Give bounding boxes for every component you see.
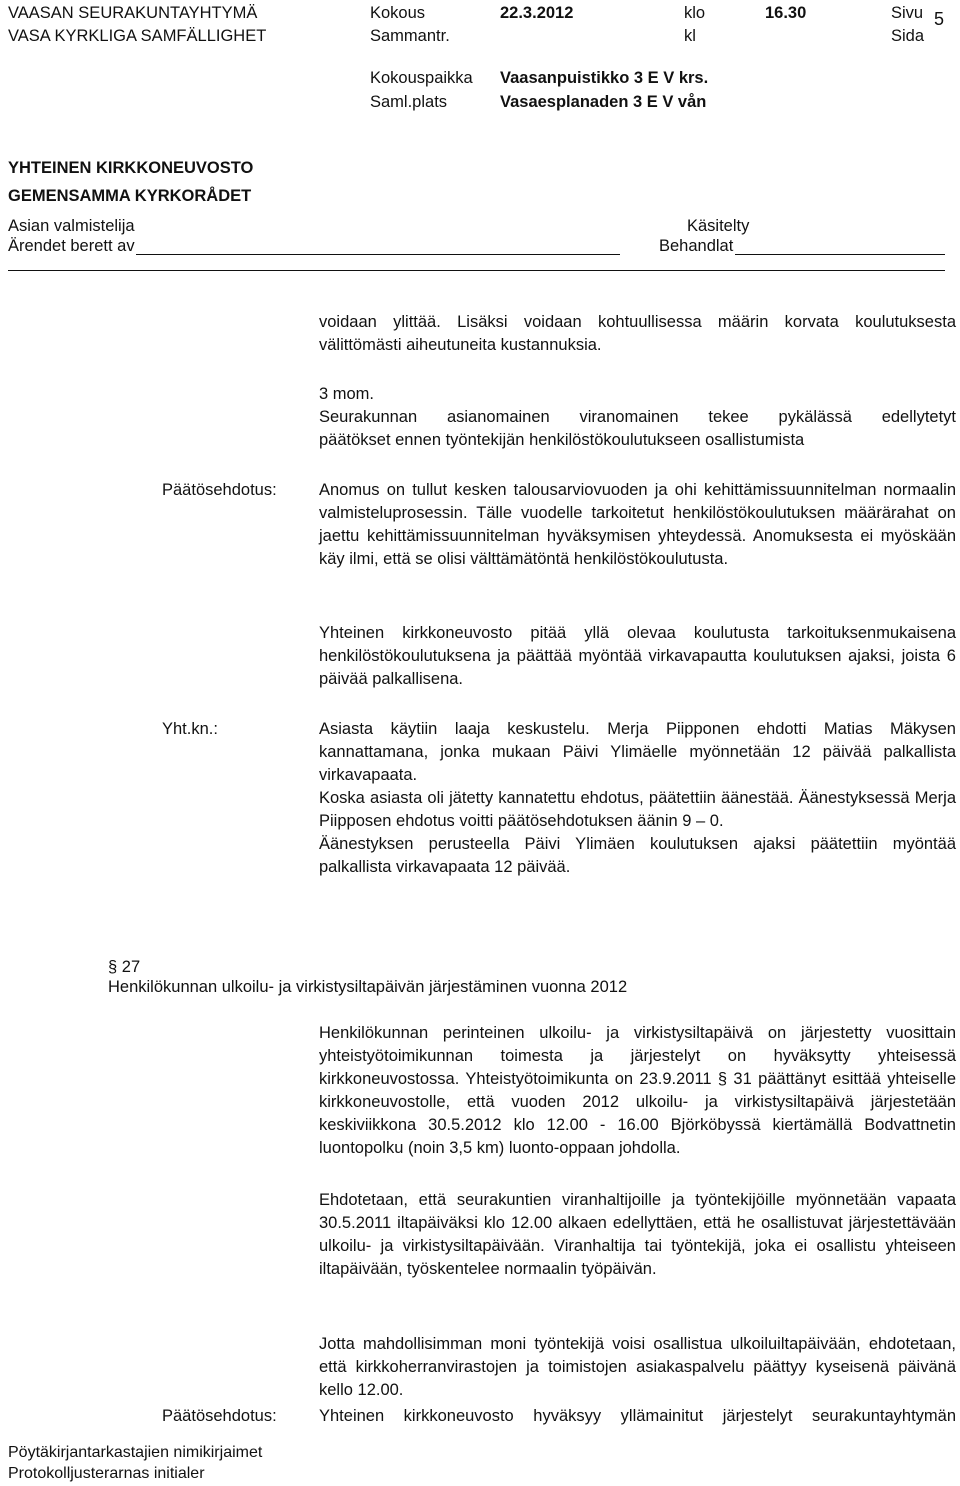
mom-line-1: Seurakunnan asianomainen viranomainen tekee pykälässä edellytetyt bbox=[319, 408, 956, 426]
preparer-underline bbox=[136, 254, 620, 255]
meeting-label-fi: Kokous bbox=[370, 4, 426, 22]
section-proposal-label: Päätösehdotus: bbox=[162, 1407, 277, 1425]
venue-label-fi: Kokouspaikka bbox=[370, 69, 473, 87]
section-proposal-block bbox=[319, 1405, 956, 1428]
section-paragraph-1-block bbox=[319, 1022, 956, 1160]
continuation-line-1: voidaan ylittää. Lisäksi voidaan kohtuullisessa määrin korvata koulutuksesta bbox=[319, 313, 956, 331]
governing-body-fi: YHTEINEN KIRKKONEUVOSTO bbox=[8, 159, 254, 177]
decision-paragraph-1: Asiasta käytiin laaja keskustelu. Merja Piipponen ehdotti Matias Mäkysen kannattamana, jonka mukaan Päivi Ylimäelle myönnetään 12 päivää palkallista virkavapaata. bbox=[319, 720, 956, 784]
org-name-fi: VAASAN SEURAKUNTAYHTYMÄ bbox=[8, 4, 258, 22]
meeting-date: 22.3.2012 bbox=[500, 4, 574, 22]
section-paragraph-1: Henkilökunnan perinteinen ulkoilu- ja virkistysiltapäivä on järjestetty vuosittain yhteistyötoimikunnan toimesta ja järjestelyt on hyväksytty yhteisessä kirkkoneuvostossa. Yhteistyötoimikunta on 23.9.2011 § 31 päättänyt esittää yhteiselle kirkkoneuvostolle, että vuoden 2012 ulkoilu- ja virkistysiltapäivä järjestetään keskiviikkona 30.5.2012 klo 12.00 - 16.00 Björköbyssä kiertämällä Bodvattnetin luontopolku (noin 3,5 km) luonto-oppaan johdolla. bbox=[319, 1024, 956, 1157]
page-label-sv: Sida bbox=[891, 27, 925, 45]
decision-paragraph-2: Koska asiasta oli jätetty kannatettu ehdotus, päätettiin äänestää. Äänestyksessä Merja Piipposen ehdotus voitti päätösehdotuksen äänin 9 – 0. bbox=[319, 789, 956, 830]
org-name-sv: VASA KYRKLIGA SAMFÄLLIGHET bbox=[8, 27, 267, 45]
handled-underline bbox=[735, 254, 945, 255]
page-number: 5 bbox=[934, 9, 945, 29]
preparer-label-fi: Asian valmistelija bbox=[8, 217, 135, 235]
section-paragraph-3: Jotta mahdollisimman moni työntekijä voisi osallistua ulkoiluiltapäivään, ehdotetaan, että kirkkoherranvirastojen ja toimistojen asiakaspalvelu päättyy kyseisenä päivänä kello 12.00. bbox=[319, 1335, 956, 1399]
venue-label-sv: Saml.plats bbox=[370, 93, 448, 111]
time-label-fi: klo bbox=[684, 4, 706, 22]
mom-label: 3 mom. bbox=[319, 385, 375, 403]
page-label-fi: Sivu bbox=[891, 4, 924, 22]
decision-text bbox=[319, 718, 956, 879]
section-paragraph-2: Ehdotetaan, että seurakuntien viranhaltijoille ja työntekijöille myönnetään vapaata 30.5.2011 iltapäiväksi klo 12.00 alkaen edellyttäen, että he osallistuvat järjestettävään ulkoilu- ja virkistysiltapäivään. Viranhaltija tai työntekijä, joka ei osallistu yhteiseen iltapäivään, työskentelee normaalin työpäivän. bbox=[319, 1191, 956, 1278]
decision-paragraph-3: Äänestyksen perusteella Päivi Ylimäen koulutuksen ajaksi päätettiin myöntää palkallista virkavapaata 12 päivää. bbox=[319, 835, 956, 876]
proposal-label: Päätösehdotus: bbox=[162, 481, 277, 499]
proposal-text-2 bbox=[319, 622, 956, 691]
footer-initials-sv: Protokolljusterarnas initialer bbox=[8, 1465, 205, 1482]
proposal-text bbox=[319, 479, 956, 571]
meeting-label-sv: Sammantr. bbox=[370, 27, 450, 45]
section-paragraph-2-block bbox=[319, 1189, 956, 1281]
section-paragraph-3-block bbox=[319, 1333, 956, 1402]
venue-sv: Vasaesplanaden 3 E V vån bbox=[500, 93, 707, 111]
preparer-label-sv: Ärendet berett av bbox=[8, 237, 135, 255]
handled-label-fi: Käsitelty bbox=[687, 217, 750, 235]
handled-label-sv: Behandlat bbox=[659, 237, 734, 255]
section-symbol: § bbox=[108, 958, 118, 976]
mom-line-2: päätökset ennen työntekijän henkilöstökoulutukseen osallistumista bbox=[319, 431, 805, 449]
proposal-paragraph-2: Yhteinen kirkkoneuvosto pitää yllä olevaa koulutusta tarkoituksenmukaisena henkilöstökoulutuksena ja päättää myöntää virkavapautta koulutuksen ajaksi, joista 6 päivää palkallisena. bbox=[319, 624, 956, 688]
section-proposal-text: Yhteinen kirkkoneuvosto hyväksyy yllämainitut järjestelyt seurakuntayhtymän bbox=[319, 1407, 956, 1425]
governing-body-sv: GEMENSAMMA KYRKORÅDET bbox=[8, 187, 252, 205]
continuation-text bbox=[319, 311, 956, 357]
mom-section bbox=[319, 383, 956, 452]
header-divider bbox=[8, 270, 945, 271]
venue-fi: Vaasanpuistikko 3 E V krs. bbox=[500, 69, 709, 87]
meeting-time: 16.30 bbox=[765, 4, 807, 22]
time-label-sv: kl bbox=[684, 27, 696, 45]
decision-label: Yht.kn.: bbox=[162, 720, 218, 738]
section-number: 27 bbox=[121, 958, 141, 976]
continuation-line-2: välittömästi aiheutuneita kustannuksia. bbox=[319, 336, 602, 354]
section-title: Henkilökunnan ulkoilu- ja virkistysiltapäivän järjestäminen vuonna 2012 bbox=[108, 978, 628, 996]
footer-initials-fi: Pöytäkirjantarkastajien nimikirjaimet bbox=[8, 1444, 263, 1461]
proposal-paragraph-1: Anomus on tullut kesken talousarviovuoden ja ohi kehittämissuunnitelman normaalin valmisteluprosessin. Tälle vuodelle tarkoitetut henkilöstökoulutuksen määrärahat on jaettu kehittämissuunnitelman hyväksymisen yhteydessä. Anomuksesta ei myöskään käy ilmi, että se olisi välttämätöntä henkilöstökoulutusta. bbox=[319, 481, 956, 568]
